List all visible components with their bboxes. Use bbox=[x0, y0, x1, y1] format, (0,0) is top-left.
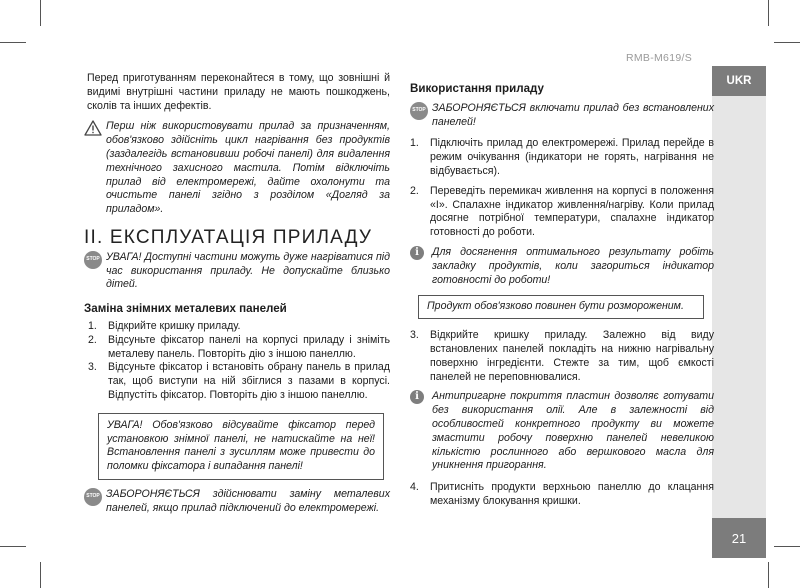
language-tab: UKR bbox=[712, 66, 766, 96]
warning-triangle-icon bbox=[84, 120, 102, 141]
right-column bbox=[410, 82, 714, 515]
info-note-text: Антипригарне покриття пластин дозволяє готувати без використання олії. Але в залежності від особливостей конкретного продукту ви можете змастити робочу поверхню панелей невеликою кількістю рослинного або вершкового масла для уникнення пригорання. bbox=[432, 390, 714, 472]
stop-icon: STOP bbox=[84, 251, 102, 269]
subheading-device-usage: Використання приладу bbox=[410, 82, 544, 95]
list-item: 4. Притисніть продукти верхньою панеллю до клацання механізму блокування кришки. bbox=[410, 481, 714, 507]
crop-mark bbox=[768, 0, 769, 26]
crop-mark bbox=[0, 42, 26, 43]
info-note bbox=[410, 246, 714, 287]
boxed-warning: УВАГА! Обов'язково відсувайте фіксатор перед установкою знімної панелі, не натискайте на неї! Встановлення панелі з зусиллям може привести до поломки фіксатора і випадання панелі! bbox=[98, 413, 384, 480]
crop-mark bbox=[774, 42, 800, 43]
crop-mark bbox=[0, 546, 26, 547]
usage-steps-final bbox=[410, 481, 714, 509]
stop-note-text: ЗАБОРОНЯЄТЬСЯ здійснювати заміну металевих панелей, якщо прилад підключений до електромережі. bbox=[106, 487, 390, 514]
info-note-text: Для досягнення оптимального результату робіть закладку продуктів, коли загориться індикатор готовності до роботи! bbox=[432, 245, 714, 286]
stop-icon: STOP bbox=[410, 102, 428, 120]
stop-note bbox=[84, 251, 390, 292]
list-item: 3. Відсуньте фіксатор і встановіть обрану панель в прилад так, щоб виступи на ній збіглися з пазами в корпусі. Відпустіть фіксатор. Повторіть дію з іншою панеллю. bbox=[88, 361, 390, 401]
info-icon: i bbox=[410, 246, 424, 260]
boxed-note: Продукт обов'язково повинен бути розмороженим. bbox=[418, 295, 704, 319]
list-item: 1. Підключіть прилад до електромережі. Прилад перейде в режим очікування (індикатори не горять, нагрівання не відбувається). bbox=[410, 137, 714, 177]
model-number: RMB-M619/S bbox=[625, 52, 692, 64]
usage-steps-continued bbox=[410, 329, 714, 384]
crop-mark bbox=[774, 546, 800, 547]
list-item: 3. Відкрийте кришку приладу. Залежно від виду встановлених панелей покладіть на нижню нагрівальну поверхню інгредієнти. Стежте за тим, щоб ємкості панелей не переповнювалися. bbox=[410, 329, 714, 383]
page-number: 21 bbox=[712, 518, 766, 558]
warning-note-text: Перш ніж використовувати прилад за призначенням, обов'язково здійсніть цикл нагрівання без продуктів (заздалегідь встановивши робочі панелі) для видалення технічного захисного мастила. Потім відключіть прилад від електромережі, дайте охолонути та очистьте панелі згідно з розділом «Догляд за приладом». bbox=[106, 120, 390, 216]
language-sidebar bbox=[712, 66, 766, 558]
stop-note-text: УВАГА! Доступні частини можуть дуже нагріватися під час використання приладу. Не допускайте близько дітей. bbox=[106, 250, 390, 291]
crop-mark bbox=[768, 562, 769, 588]
panel-replacement-steps bbox=[84, 320, 390, 403]
left-column bbox=[84, 72, 390, 516]
info-note bbox=[410, 390, 714, 473]
info-icon: i bbox=[410, 390, 424, 404]
list-item: 2. Переведіть перемикач живлення на корпусі в положення «I». Спалахне індикатор живлення/нагріву. Коли прилад досягне потрібної температури, спалахне індикатор готовності до роботи. bbox=[410, 184, 714, 239]
stop-icon: STOP bbox=[84, 488, 102, 506]
list-item: 1. Відкрийте кришку приладу. bbox=[88, 319, 241, 332]
stop-note-text: ЗАБОРОНЯЄТЬСЯ включати прилад без встановлених панелей! bbox=[432, 101, 714, 128]
crop-mark bbox=[40, 0, 41, 26]
intro-paragraph: Перед приготуванням переконайтеся в тому, що зовнішні й видимі внутрішні частини приладу не мають пошкоджень, сколів та інших дефектів. bbox=[87, 72, 390, 112]
subheading-panel-replacement: Заміна знімних металевих панелей bbox=[84, 302, 287, 316]
stop-note bbox=[410, 102, 714, 130]
warning-note bbox=[84, 120, 390, 217]
crop-mark bbox=[40, 562, 41, 588]
stop-note bbox=[84, 488, 390, 516]
usage-steps bbox=[410, 137, 714, 240]
section-title: II. ЕКСПЛУАТАЦІЯ ПРИЛАДУ bbox=[84, 226, 373, 248]
list-item: 2. Відсуньте фіксатор панелі на корпусі приладу і зніміть металеву панель. Повторіть дію з іншою панеллю. bbox=[88, 333, 390, 360]
